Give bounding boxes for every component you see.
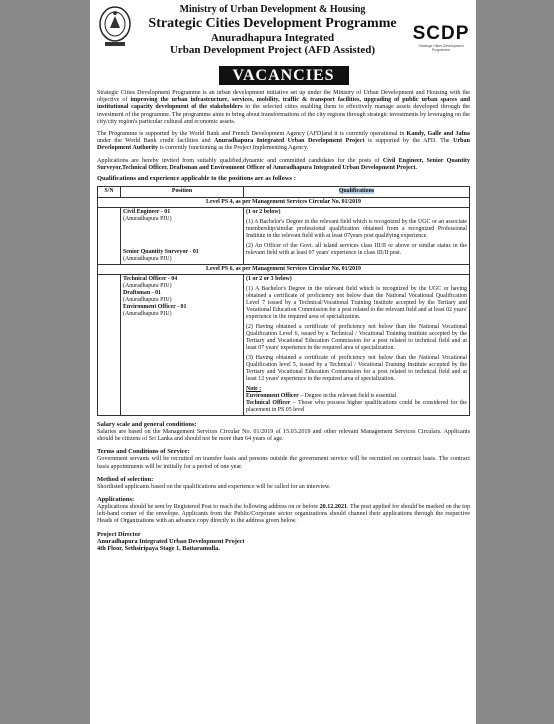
text: Strategic Cities Development Programme is an urban development initiative set up under the Ministry of Urban Development and Housing with the objective of <box>97 90 470 104</box>
position-title: Draftsman - 01 <box>123 290 161 297</box>
text: – Those who possess higher qualifications could be considered for the placement in PS 05 level <box>246 400 467 414</box>
text-bold: Kandy, Galle and Jafna <box>406 131 470 138</box>
text: is supported by the AFD. The <box>364 138 454 145</box>
address-line: Project Director <box>97 530 141 538</box>
sn-cell <box>98 208 121 265</box>
text-bold: Technical Officer <box>246 400 291 407</box>
text: The Programme is supported by the World Bank and French Development Agency (AFD)and it is currently operational in <box>97 131 407 138</box>
position-cell <box>121 275 244 416</box>
programme-title: Strategic Cities Development Programme <box>148 16 397 31</box>
level-label: Level PS 4, as per Management Services Circular No. 01/2019 <box>98 198 470 208</box>
sn-cell <box>98 275 121 416</box>
col-header-qualifications <box>244 187 470 198</box>
salary-heading: Salary scale and general conditions: <box>97 421 197 429</box>
selection-heading: Method of selection: <box>97 475 154 483</box>
text: . The post applied for should be marked on the top left-hand corner of the envelope. Applicants from the Public/Corporate sector organizations should channel their applications through the respective Heads of Organizations with an advance copy directly to the address given below. <box>97 504 470 525</box>
qualifications-heading: Qualifications and experience applicable to the positions are as follows : <box>97 175 296 183</box>
position-location: (Anuradhapura PIU) <box>123 311 172 318</box>
note-environment-officer <box>246 393 467 400</box>
text: Applications should be sent by Registered Post to reach the following address on or before <box>97 504 320 511</box>
address-line: Anuradhapura Integrated Urban Development Project <box>97 538 245 546</box>
closing-date: 20.12.2021 <box>319 504 348 511</box>
project-line-1: Anuradhapura Integrated <box>210 32 335 44</box>
text-bold: Urban Development Authority <box>97 138 470 152</box>
salary-text: Salaries are based on the Management Services Circular No. 01/2019 of 15.03.2019 and other relevant Management Services Circulars. Applicants should be citizens of Sri Lanka and should not be more than 64 years of age. <box>97 429 470 443</box>
qualification-option: (2) Having obtained a certificate of proficiency not below than the National Vocational Qualification Level 6, issued by a Technical / Vocational Training institute accepted by the Tertiary and Vocational Education Commission for a post related to technical field and at least 07 years' experience in the required area of specialization. <box>246 324 467 352</box>
applications-heading: Applications: <box>97 496 135 504</box>
scdp-logo <box>412 24 470 52</box>
text-bold: Anuradhapura Integrated Urban Development Project <box>214 138 365 145</box>
qualification-option: (1) A Bachelor's Degree in the relevant field which is recognized by the UGC or having obtained a certificate of proficiency not below than the National Vocational Qualification Level 7 issued by a Technical/Vocational Training Institute accepted by the Tertiary and Vocational Education Commission for a post related to the relevant field and at least 02 years' experience in the required area of specialization. <box>246 286 467 321</box>
positions-table <box>97 186 470 416</box>
text: – Degree in the relevant field is essential <box>298 393 397 400</box>
qualifications-cell <box>244 275 470 416</box>
qualifications-cell <box>244 208 470 265</box>
qualification-option-head: (1 or 2 or 3 below) <box>246 276 292 283</box>
note-technical-officer <box>246 400 467 414</box>
text-bold: Environment Officer <box>246 393 299 400</box>
position-location: (Anuradhapura PIU) <box>123 283 172 290</box>
header-titles <box>137 4 408 56</box>
vacancy-notice <box>90 0 476 724</box>
col-header-qualifications-label: Qualifications <box>338 188 375 195</box>
intro-paragraph-3 <box>97 158 470 172</box>
position-location: (Anuradhapura PIU) <box>123 256 172 263</box>
text: under the World Bank credit facilities and <box>97 138 214 145</box>
government-emblem-icon <box>97 4 133 52</box>
intro-paragraph-2 <box>97 131 470 153</box>
qualification-option: (3) Having obtained a certificate of proficiency not below than the National Vocational Qualification level 5, issued by a Technical / Vocational Training Institute accepted by the Tertiary and Vocational Education Commission for a post related to technical field and at least 12 years' experience in the required area of specialization. <box>246 355 467 383</box>
selection-text: Shortlisted applicants based on the qualifications and experience will be called for an interview. <box>97 483 331 490</box>
terms-text: Government servants will be recruited on transfer basis and persons outside the government service will be recruited on contract basis. The contract basis appointments will be initially for a period of one year. <box>97 456 470 470</box>
address-line: 4th Floor, Sethsiripaya Stage 1, Battaramulla. <box>97 545 220 553</box>
level-row-ps4 <box>98 198 470 208</box>
note-label: Note : <box>246 386 262 393</box>
text: is currently functioning as the Project Implementing Agency. <box>158 145 309 152</box>
position-title: Technical Officer - 04 <box>123 276 178 283</box>
intro-paragraph-1 <box>97 90 470 126</box>
header <box>97 4 470 62</box>
position-title: Environment Officer - 01 <box>123 304 187 311</box>
table-row <box>98 275 470 416</box>
text: in the selected cities enabling them to effectively manage assets developed through the investment of the programme. The programme aims to bring about transformations of the city regions through strategic investments by leveraging on the city/city region's particular cultural and economic assets. <box>97 104 470 125</box>
terms-heading: Terms and Conditions of Service: <box>97 448 190 456</box>
level-row-ps6 <box>98 265 470 275</box>
vacancies-banner: VACANCIES <box>219 66 349 85</box>
position-cell <box>121 208 244 265</box>
col-header-sn: S/N <box>98 187 121 198</box>
col-header-position: Position <box>121 187 244 198</box>
position-title: Civil Engineer - 01 <box>123 209 171 216</box>
ministry-title: Ministry of Urban Development & Housing <box>179 4 366 15</box>
position-location: (Anuradhapura PIU) <box>123 216 172 223</box>
position-title: Senior Quantity Surveyor - 01 <box>123 249 199 256</box>
qualification-option-head: (1 or 2 below) <box>246 209 281 216</box>
text: Applications are hereby invited from suitably qualified,dynamic and committed candidates for the posts of <box>97 157 383 164</box>
scdp-logo-subtitle: Strategic Cities Development Programme <box>418 44 464 52</box>
project-line-2: Urban Development Project (AFD Assisted) <box>169 44 376 56</box>
table-header-row <box>98 187 470 198</box>
scdp-logo-text: SCDP <box>412 23 470 44</box>
level-label: Level PS 6, as per Management Services Circular No. 01/2019 <box>98 265 470 275</box>
table-row <box>98 208 470 265</box>
qualification-option: (2) An Officer of the Govt. all island services class III/II or above or similar status in the relevant field with at least 07 years' experience in class III/II post. <box>246 243 467 257</box>
address-block <box>97 531 470 553</box>
position-location: (Anuradhapura PIU) <box>123 297 172 304</box>
applications-text <box>97 504 470 526</box>
text-bold: Civil Engineer, Senior Quantity Surveyor,Technical Officer, Draftsman and Environment Officer of Anuradhapura Integrated Urban Development Project. <box>97 157 470 171</box>
text-bold: improving the urban infrastructure, services, mobility, traffic & transport facilities, upgrading of public urban spaces and institutional capacity development of the stakeholders <box>97 97 470 111</box>
qualification-option: (1) A Bachelor's Degree in the relevant field which is recognized by the UGC or an associate membership/similar professional qualification obtained from a recognized Professional Institute in the relevant field with at least 07years post qualifying experience. <box>246 219 467 240</box>
